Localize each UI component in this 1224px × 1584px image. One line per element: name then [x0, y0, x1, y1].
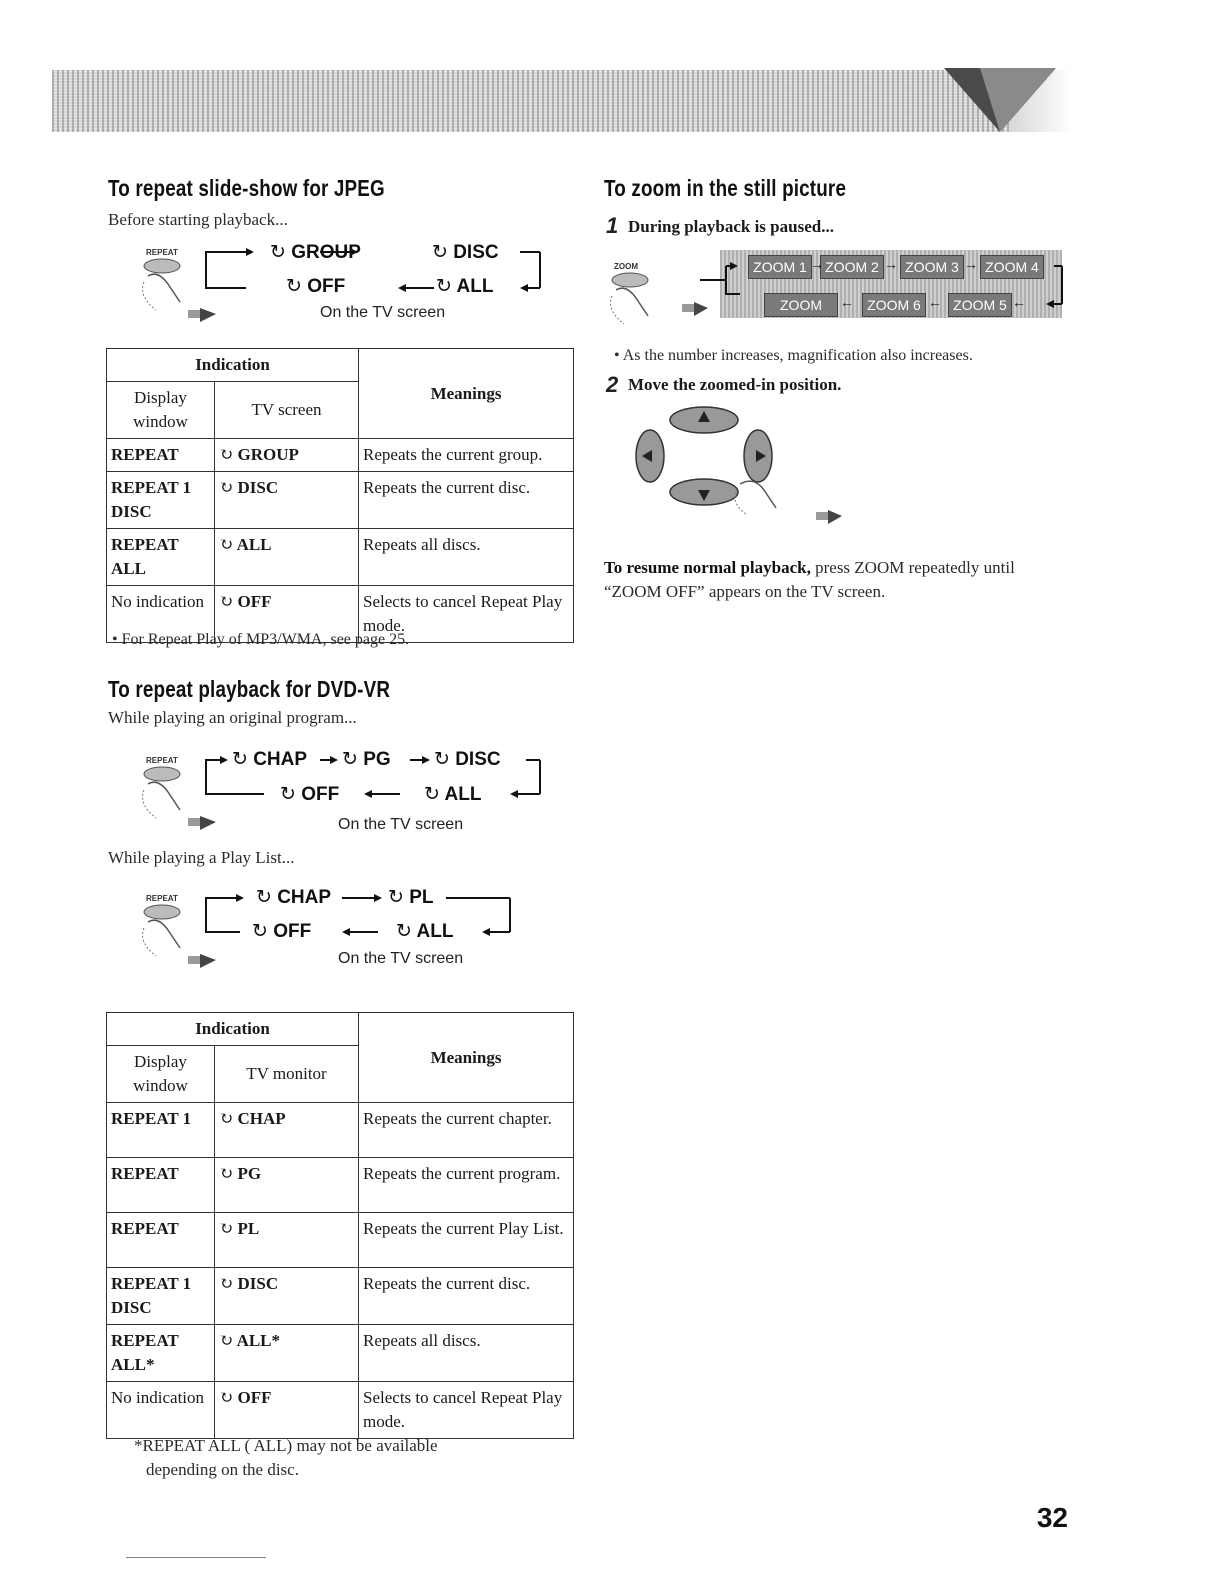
- meaning-cell: Repeats the current disc.: [359, 472, 574, 529]
- zoom-resume-line2: “ZOOM OFF” appears on the TV screen.: [604, 582, 886, 601]
- tv-cell: ↻ PG: [215, 1158, 359, 1213]
- repeat-icon: ↻: [434, 749, 450, 770]
- display-cell: No indication: [107, 586, 215, 643]
- dvdvr-tv-caption-1: On the TV screen: [338, 816, 464, 833]
- repeat-icon: ↻: [219, 1109, 234, 1128]
- zoom-level-4: ZOOM 4: [980, 255, 1044, 279]
- meaning-cell: Repeats the current program.: [359, 1158, 574, 1213]
- arrow-right-icon: →: [810, 258, 824, 273]
- repeat-icon: ↻: [436, 276, 452, 297]
- zoom-level-3: ZOOM 3: [900, 255, 964, 279]
- dvdvr-intro-program: While playing an original program...: [108, 708, 357, 727]
- dvdvr-seq2-off: ↻ OFF: [252, 921, 312, 942]
- table-row: [107, 439, 574, 472]
- repeat-icon: ↻: [219, 478, 234, 497]
- dvdvr-seq1-chap: ↻ CHAP: [232, 749, 308, 770]
- meaning-cell: Selects to cancel Repeat Play mode.: [359, 1382, 574, 1439]
- zoom-level-1: ZOOM 1: [748, 255, 812, 279]
- dvdvr-seq1-all: ↻ ALL: [424, 784, 482, 805]
- jpeg-intro: Before starting playback...: [108, 210, 288, 229]
- dvdvr-footnote-line2: depending on the disc.: [146, 1460, 299, 1479]
- table-row: [107, 472, 574, 529]
- jpeg-seq-off: ↻ OFF: [286, 276, 346, 297]
- repeat-icon: ↻: [396, 921, 412, 942]
- zoom-level-off: ZOOM OFF: [764, 293, 838, 317]
- page-number: 32: [1036, 1502, 1068, 1533]
- display-cell: REPEAT 1 DISC: [107, 472, 215, 529]
- jpeg-section-title: To repeat slide-show for JPEG: [108, 175, 385, 201]
- table-row: [107, 529, 574, 586]
- meaning-cell: Repeats the current disc.: [359, 1268, 574, 1325]
- table-header-tv: TV monitor: [215, 1046, 359, 1103]
- repeat-icon: ↻: [252, 921, 268, 942]
- table-row: [107, 1213, 574, 1268]
- display-cell: REPEAT: [107, 1158, 215, 1213]
- arrow-left-icon: ←: [1012, 296, 1026, 311]
- dvdvr-seq2-pl: ↻ PL: [388, 887, 434, 908]
- arrow-right-icon: →: [964, 258, 978, 273]
- repeat-button-label: REPEAT: [146, 894, 178, 903]
- meaning-cell: Repeats the current Play List.: [359, 1213, 574, 1268]
- dvdvr-seq1-pg: ↻ PG: [342, 749, 391, 770]
- zoom-level-5: ZOOM 5: [948, 293, 1012, 317]
- meaning-cell: Selects to cancel Repeat Play mode.: [359, 586, 574, 643]
- meaning-cell: Repeats the current group.: [359, 439, 574, 472]
- repeat-icon: ↻: [432, 242, 448, 263]
- dvdvr-intro-playlist: While playing a Play List...: [108, 848, 295, 867]
- tv-cell: ↻ ALL: [215, 529, 359, 586]
- repeat-icon: ↻: [232, 749, 248, 770]
- footer-line: [126, 1557, 266, 1558]
- tv-cell: ↻ OFF: [215, 1382, 359, 1439]
- zoom-step2-text: Move the zoomed-in position.: [628, 375, 842, 394]
- repeat-icon: ↻: [270, 242, 286, 263]
- meaning-cell: Repeats the current chapter.: [359, 1103, 574, 1158]
- display-cell: No indication: [107, 1382, 215, 1439]
- repeat-icon: ↻: [342, 749, 358, 770]
- repeat-icon: ↻: [219, 1388, 234, 1407]
- zoom-level-2: ZOOM 2: [820, 255, 884, 279]
- cursor-pad-icon: [624, 400, 864, 530]
- tv-cell: ↻ PL: [215, 1213, 359, 1268]
- repeat-icon: ↻: [219, 1164, 234, 1183]
- header-band: [52, 70, 1042, 132]
- tv-cell: ↻ OFF: [215, 586, 359, 643]
- dvdvr-seq2-chap: ↻ CHAP: [256, 887, 332, 908]
- repeat-icon: ↻: [219, 1331, 234, 1350]
- display-cell: REPEAT ALL*: [107, 1325, 215, 1382]
- dvdvr-sequence2-lines: [198, 886, 528, 946]
- table-header-display: Display window: [107, 382, 215, 439]
- repeat-icon: ↻: [280, 784, 296, 805]
- display-cell: REPEAT ALL: [107, 529, 215, 586]
- repeat-button-label: REPEAT: [146, 756, 178, 765]
- arrow-left-icon: ←: [840, 296, 854, 311]
- table-row: [107, 1158, 574, 1213]
- dvdvr-seq1-off: ↻ OFF: [280, 784, 340, 805]
- repeat-icon: ↻: [219, 1219, 234, 1238]
- tv-cell: ↻ DISC: [215, 1268, 359, 1325]
- meaning-cell: Repeats all discs.: [359, 1325, 574, 1382]
- repeat-icon: ↻: [388, 887, 404, 908]
- zoom-resume-line1: To resume normal playback, press ZOOM repeatedly until: [604, 558, 1015, 577]
- table-header-display: Display window: [107, 1046, 215, 1103]
- zoom-level-6: ZOOM 6: [862, 293, 926, 317]
- table-header-indication: Indication: [107, 1013, 359, 1046]
- arrow-right-icon: →: [884, 258, 898, 273]
- dvdvr-seq2-all: ↻ ALL: [396, 921, 454, 942]
- tv-cell: ↻ DISC: [215, 472, 359, 529]
- dvdvr-footnote-line1: *REPEAT ALL ( ALL) may not be available: [134, 1436, 438, 1455]
- repeat-icon: ↻: [219, 592, 234, 611]
- repeat-button-label: REPEAT: [146, 248, 178, 257]
- zoom-section-title: To zoom in the still picture: [604, 175, 847, 201]
- table-row: [107, 1325, 574, 1382]
- table-header-meanings: Meanings: [359, 349, 574, 439]
- display-cell: REPEAT: [107, 1213, 215, 1268]
- dvdvr-indication-table: [106, 1012, 574, 1439]
- display-cell: REPEAT 1 DISC: [107, 1268, 215, 1325]
- repeat-icon: ↻: [424, 784, 440, 805]
- table-row: [107, 1268, 574, 1325]
- arrow-left-icon: ←: [928, 296, 942, 311]
- repeat-icon: ↻: [256, 887, 272, 908]
- jpeg-note: • For Repeat Play of MP3/WMA, see page 25.: [112, 631, 410, 648]
- table-row: [107, 1103, 574, 1158]
- meaning-cell: Repeats all discs.: [359, 529, 574, 586]
- tv-cell: ↻ ALL*: [215, 1325, 359, 1382]
- repeat-icon: ↻: [219, 445, 234, 464]
- zoom-step1-text: During playback is paused...: [628, 217, 834, 236]
- jpeg-seq-group: ↻ GROUP: [270, 242, 361, 263]
- jpeg-seq-disc: ↻ DISC: [432, 242, 499, 263]
- dvdvr-tv-caption-2: On the TV screen: [338, 950, 464, 967]
- repeat-icon: ↻: [286, 276, 302, 297]
- jpeg-seq-all: ↻ ALL: [436, 276, 494, 297]
- jpeg-indication-table: [106, 348, 574, 643]
- jpeg-sequence-lines: [198, 240, 558, 300]
- tv-cell: ↻ GROUP: [215, 439, 359, 472]
- repeat-icon: ↻: [219, 535, 234, 554]
- zoom-step1-number: 1: [606, 213, 619, 238]
- table-header-tv: TV screen: [215, 382, 359, 439]
- dvdvr-seq1-disc: ↻ DISC: [434, 749, 501, 770]
- table-header-meanings: Meanings: [359, 1013, 574, 1103]
- repeat-icon: ↻: [219, 1274, 234, 1293]
- tv-cell: ↻ CHAP: [215, 1103, 359, 1158]
- dvdvr-section-title: To repeat playback for DVD-VR: [108, 676, 391, 702]
- display-cell: REPEAT 1: [107, 1103, 215, 1158]
- jpeg-tv-caption: On the TV screen: [320, 304, 446, 321]
- zoom-button-label: ZOOM: [614, 262, 638, 271]
- zoom-note: • As the number increases, magnification also increases.: [614, 347, 973, 364]
- display-cell: REPEAT: [107, 439, 215, 472]
- table-header-indication: Indication: [107, 349, 359, 382]
- zoom-step2-number: 2: [606, 372, 619, 397]
- table-row: [107, 1382, 574, 1439]
- header-triangle-icon: [940, 66, 1060, 136]
